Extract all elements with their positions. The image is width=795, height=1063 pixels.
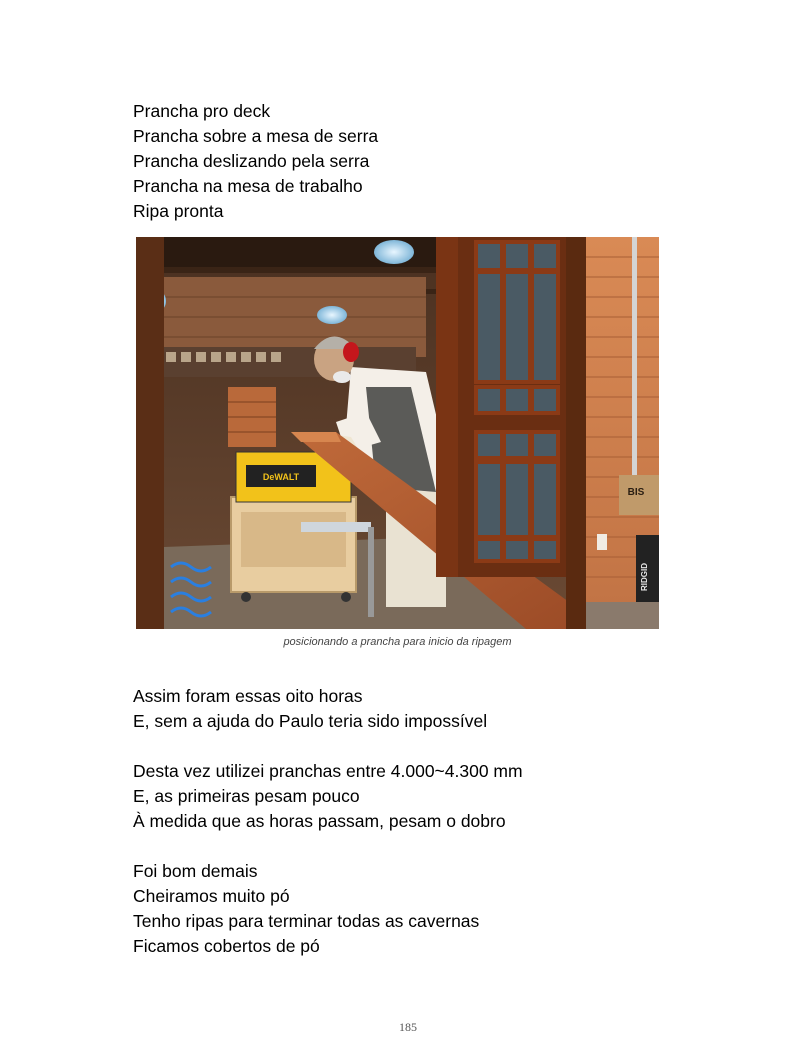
dewalt-label: DeWALT: [262, 472, 300, 482]
text-line: Assim foram essas oito horas: [133, 686, 363, 706]
text-line: Prancha pro deck: [133, 101, 271, 121]
text-line: Cheiramos muito pó: [133, 886, 290, 906]
ridgid-label: RIDGID: [640, 563, 649, 591]
text-line: Desta vez utilizei pranchas entre 4.000~4.300 mm: [133, 761, 523, 781]
text-block-intro: [133, 99, 378, 224]
box-label: BIS: [627, 487, 645, 498]
text-line: Tenho ripas para terminar todas as cavernas: [133, 911, 480, 931]
text-block-planks: [133, 759, 523, 834]
text-line: Ficamos cobertos de pó: [133, 936, 320, 956]
text-block-hours: [133, 684, 487, 734]
text-line: E, as primeiras pesam pouco: [133, 786, 360, 806]
text-line: Foi bom demais: [133, 861, 258, 881]
page-number: 185: [399, 1020, 417, 1034]
text-block-closing: [133, 859, 479, 959]
text-line: Prancha na mesa de trabalho: [133, 176, 363, 196]
text-line: Prancha deslizando pela serra: [133, 151, 370, 171]
text-line: Prancha sobre a mesa de serra: [133, 126, 379, 146]
text-line: E, sem a ajuda do Paulo teria sido impossível: [133, 711, 488, 731]
text-line: Ripa pronta: [133, 201, 224, 221]
text-line: À medida que as horas passam, pesam o dobro: [133, 811, 506, 831]
photo-caption: posicionando a prancha para inicio da ripagem: [283, 636, 512, 648]
workshop-photo: [136, 237, 659, 629]
